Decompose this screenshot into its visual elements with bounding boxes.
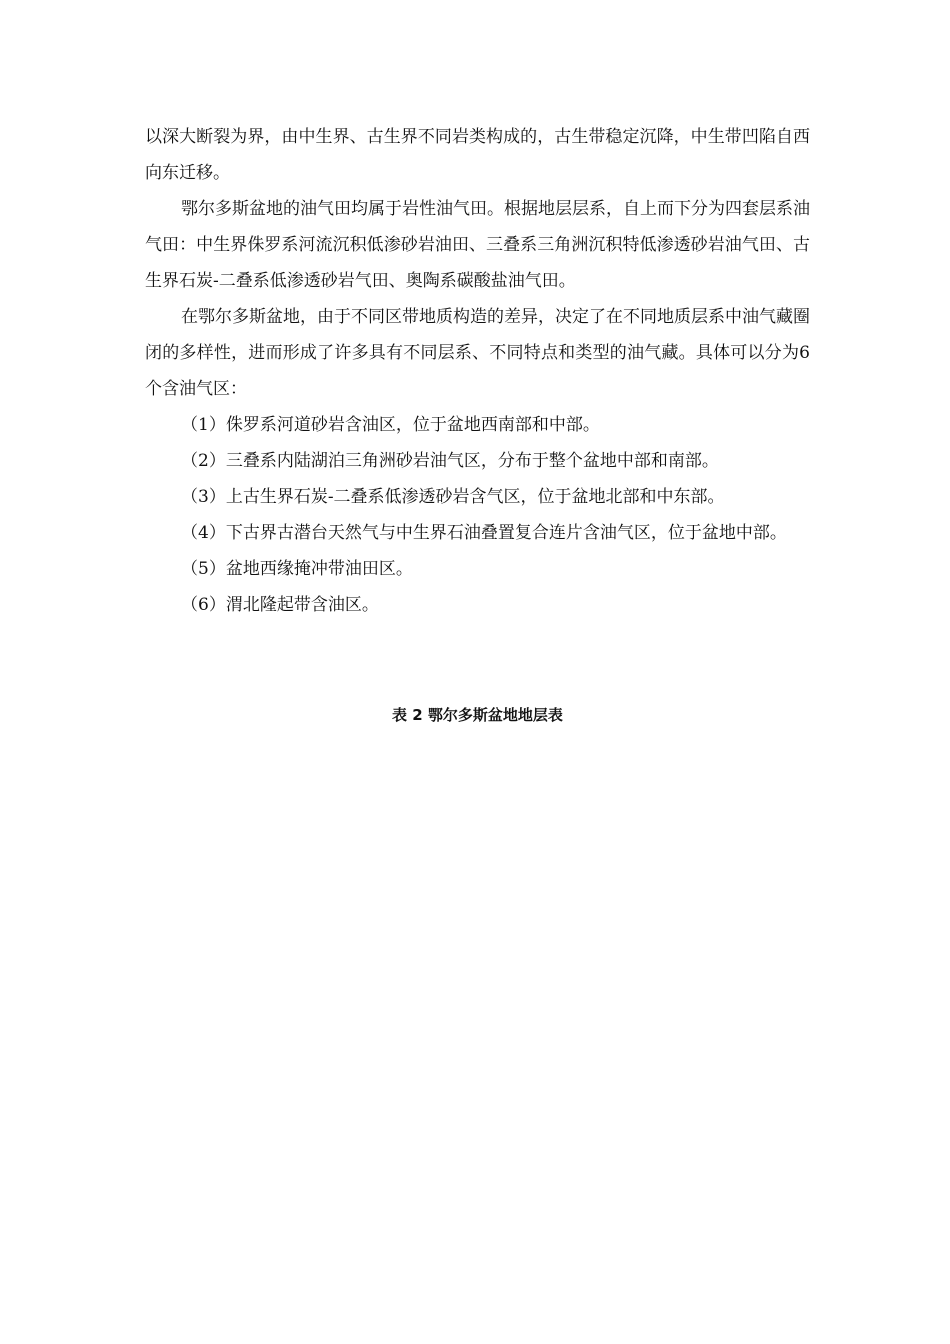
paragraph-continuation: 以深大断裂为界，由中生界、古生界不同岩类构成的，古生带稳定沉降，中生带凹陷自西向东迁移。 — [145, 127, 810, 183]
paragraph-oil-gas-fields: 鄂尔多斯盆地的油气田均属于岩性油气田。根据地层层系，自上而下分为四套层系油气田：中生界侏罗系河流沉积低渗砂岩油田、三叠系三角洲沉积特低渗透砂岩油气田、古生界石炭-二叠系低渗透砂岩气田、奥陶系碳酸盐油气田。 — [145, 199, 810, 291]
list-item: （4）下古界古潜台天然气与中生界石油叠置复合连片含油气区，位于盆地中部。 — [181, 523, 787, 543]
list-item: （3）上古生界石炭-二叠系低渗透砂岩含气区，位于盆地北部和中东部。 — [181, 487, 725, 507]
table-caption: 表 2 鄂尔多斯盆地地层表 — [392, 706, 563, 724]
paragraph-oil-gas-zones: 在鄂尔多斯盆地，由于不同区带地质构造的差异，决定了在不同地质层系中油气藏圈闭的多样性，进而形成了许多具有不同层系、不同特点和类型的油气藏。具体可以分为6个含油气区： — [145, 307, 810, 399]
document-body — [145, 119, 810, 623]
list-item: （5）盆地西缘掩冲带油田区。 — [181, 559, 413, 579]
list-item: （6）渭北隆起带含油区。 — [181, 595, 379, 615]
list-item: （2）三叠系内陆湖泊三角洲砂岩油气区，分布于整个盆地中部和南部。 — [181, 451, 719, 471]
list-item: （1）侏罗系河道砂岩含油区，位于盆地西南部和中部。 — [181, 415, 600, 435]
